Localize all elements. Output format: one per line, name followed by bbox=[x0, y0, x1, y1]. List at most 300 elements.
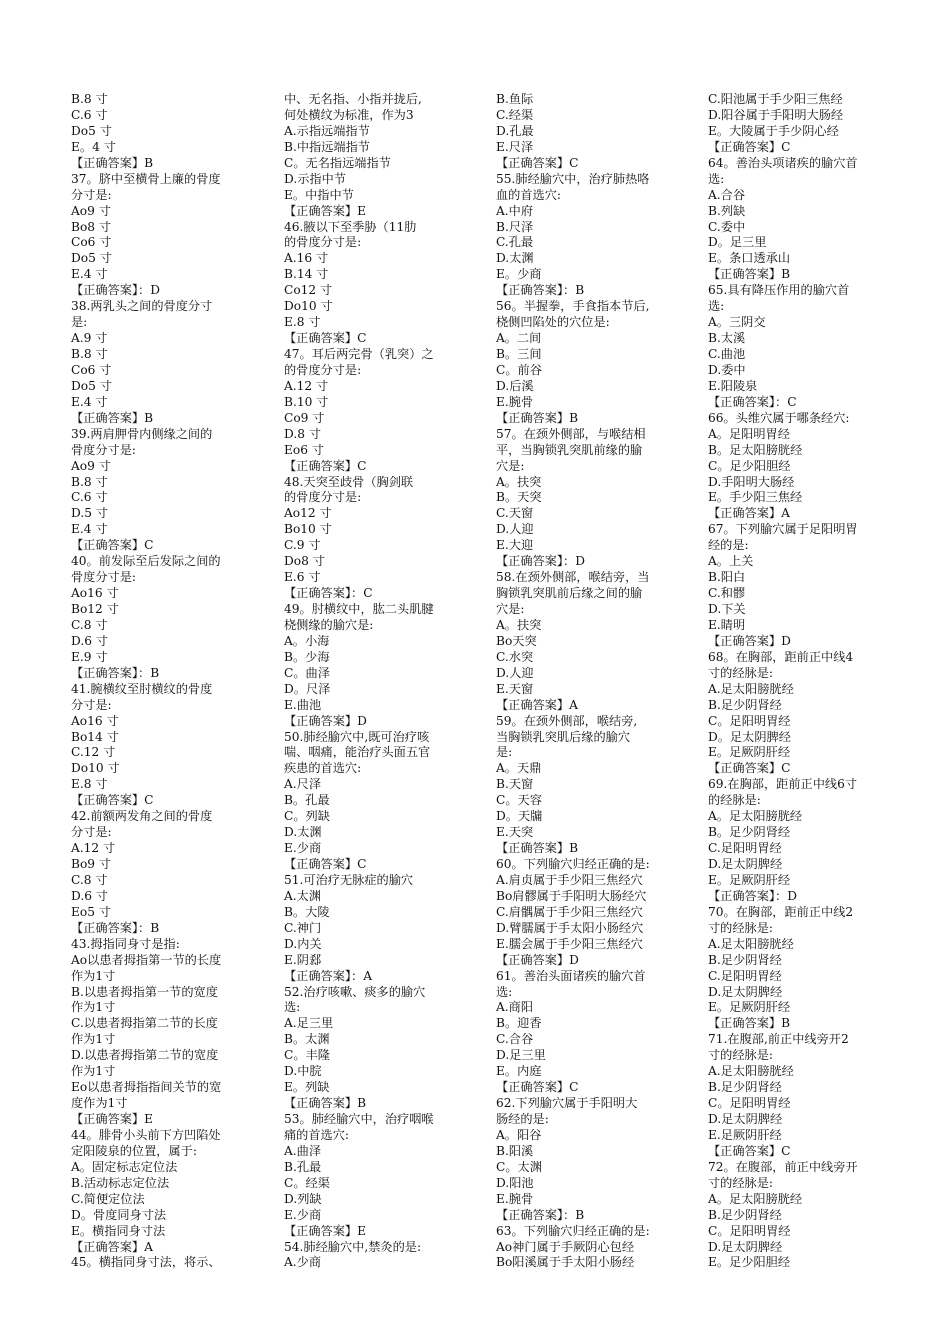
text-line: E.天窗 bbox=[496, 681, 534, 696]
text-line: 的骨度分寸是: bbox=[284, 362, 362, 377]
text-line: B。太渊 bbox=[284, 1032, 330, 1047]
answer-line: 【正确答案】C bbox=[708, 761, 791, 776]
text-line: D.足太阴脾经 bbox=[708, 1112, 783, 1126]
text-line: Do10 寸 bbox=[71, 761, 120, 776]
answer-line: 【正确答案】C bbox=[496, 155, 579, 170]
text-line: A。三阴交 bbox=[708, 315, 766, 330]
text-line: C。列缺 bbox=[284, 809, 330, 824]
text-line: Ao神门属于手厥阴心包经 bbox=[496, 1239, 635, 1254]
answer-line: 【正确答案】C bbox=[496, 1080, 579, 1095]
text-line: 桡侧凹陷处的穴位是: bbox=[496, 315, 610, 330]
text-line: 何处横纹为标准，作为3 bbox=[284, 107, 414, 122]
text-line: C.6 寸 bbox=[71, 107, 108, 122]
text-line: 39.两肩胛骨内侧缘之间的 bbox=[71, 426, 213, 441]
text-line: E.阴郄 bbox=[284, 952, 322, 967]
text-line: 肠经的是: bbox=[496, 1112, 549, 1126]
text-line: 分寸是: bbox=[71, 697, 112, 712]
text-line: Do10 寸 bbox=[284, 299, 333, 314]
text-line: A。扶突 bbox=[496, 617, 542, 632]
answer-line: 【正确答案】C bbox=[284, 458, 367, 473]
text-line: A。足阳明胃经 bbox=[708, 426, 790, 441]
text-line: B。天突 bbox=[496, 490, 542, 505]
text-line: D.6 寸 bbox=[71, 633, 109, 648]
text-line: 痛的首选穴: bbox=[284, 1127, 350, 1142]
text-line: C.足阳明胃经 bbox=[708, 968, 782, 983]
text-line: B.鱼际 bbox=[496, 92, 534, 106]
text-line: 44。腓骨小头前下方凹陷处 bbox=[71, 1127, 221, 1142]
text-line: 66。头维穴属于哪条经穴: bbox=[708, 410, 850, 425]
text-line: A.足太阳膀胱经 bbox=[708, 1064, 794, 1079]
text-line: C.经渠 bbox=[496, 107, 534, 122]
text-line: 骨度分寸是: bbox=[71, 442, 137, 457]
text-line: E.尺泽 bbox=[496, 139, 534, 154]
text-line: 平，当胸锁乳突肌前缘的腧 bbox=[496, 442, 643, 457]
text-line: 67。下列腧穴属于足阳明胃 bbox=[708, 522, 858, 537]
text-line: B.足少阴肾经 bbox=[708, 1080, 782, 1095]
answer-line: 【正确答案】C bbox=[71, 793, 154, 808]
text-line: 血的首选穴: bbox=[496, 187, 562, 202]
text-line: 38.两乳头之间的骨度分寸 bbox=[71, 299, 213, 314]
text-line: C.足阳明胃经 bbox=[708, 841, 782, 856]
text-line: E。足厥阴肝经 bbox=[708, 872, 791, 887]
text-line: Ao9 寸 bbox=[71, 203, 111, 218]
text-line: A。阳谷 bbox=[496, 1127, 542, 1142]
answer-line: 【正确答案】C bbox=[284, 331, 367, 346]
text-line: 56。半握拳，手食指本节后, bbox=[496, 299, 650, 314]
text-line: Ao9 寸 bbox=[71, 458, 111, 473]
text-line: D.5 寸 bbox=[71, 506, 109, 521]
text-line: A。天鼎 bbox=[496, 761, 542, 776]
text-line: C。前谷 bbox=[496, 362, 542, 377]
text-line: D.中脘 bbox=[284, 1064, 322, 1079]
text-line: 42.前额两发角之间的骨度 bbox=[71, 809, 213, 824]
text-line: E.天突 bbox=[496, 825, 534, 840]
answer-line: 【正确答案】：C bbox=[708, 394, 797, 409]
text-line: 寸的经脉是: bbox=[708, 920, 774, 935]
text-line: 桡侧缘的腧穴是: bbox=[284, 617, 374, 632]
text-line: D.足太阴脾经 bbox=[708, 857, 783, 871]
text-line: E。列缺 bbox=[284, 1080, 330, 1095]
text-line: 60。下列腧穴归经正确的是: bbox=[496, 857, 650, 871]
text-line: D.太渊 bbox=[496, 251, 534, 266]
text-line: D.太渊 bbox=[284, 825, 322, 840]
text-line: Bo8 寸 bbox=[71, 219, 112, 234]
text-line: Co6 寸 bbox=[71, 362, 112, 377]
text-line: E。横指同身寸法 bbox=[71, 1223, 166, 1238]
text-line: B.10 寸 bbox=[284, 394, 329, 409]
text-line: 59。在颈外侧部，喉结旁, bbox=[496, 713, 638, 728]
text-line: 54.肺经腧穴中,禁灸的是: bbox=[284, 1239, 422, 1254]
text-line: A。扶突 bbox=[496, 474, 542, 489]
text-line: 分寸是: bbox=[71, 187, 112, 202]
text-line: C。太渊 bbox=[496, 1159, 542, 1174]
text-line: C.12 寸 bbox=[71, 745, 116, 760]
text-line: E。大陵属于手少阴心经 bbox=[708, 123, 839, 138]
text-line: A.太渊 bbox=[284, 888, 322, 903]
text-line: Bo12 寸 bbox=[71, 602, 119, 616]
text-line: 53。肺经腧穴中，治疗咽喉 bbox=[284, 1112, 434, 1126]
text-line: E.少商 bbox=[284, 1207, 322, 1222]
text-line: 46.腋以下至季胁（11肋 bbox=[284, 219, 417, 234]
answer-line: 【正确答案】：C bbox=[284, 586, 373, 601]
text-line: Bo天突 bbox=[496, 633, 537, 648]
text-line: A。上关 bbox=[708, 554, 754, 569]
text-line: B.活动标志定位法 bbox=[71, 1175, 170, 1190]
text-line: Bo9 寸 bbox=[71, 857, 112, 871]
text-line: 作为1寸 bbox=[71, 1064, 116, 1079]
text-line: A.中府 bbox=[496, 203, 534, 218]
text-line: C.8 寸 bbox=[71, 872, 108, 887]
text-line: D.阳池 bbox=[496, 1175, 534, 1190]
answer-line: 【正确答案】：B bbox=[71, 920, 160, 935]
text-line: E。内庭 bbox=[496, 1064, 542, 1079]
text-line: D。天牖 bbox=[496, 809, 543, 824]
answer-line: 【正确答案】C bbox=[71, 538, 154, 553]
text-line: 50.肺经腧穴中,既可治疗咳 bbox=[284, 729, 430, 744]
text-line: B。三间 bbox=[496, 347, 542, 361]
answer-line: 【正确答案】A bbox=[71, 1239, 153, 1254]
text-line: C.和髎 bbox=[708, 586, 746, 601]
text-line: C。丰隆 bbox=[284, 1048, 330, 1063]
answer-line: 【正确答案】E bbox=[284, 1223, 367, 1238]
text-line: E。足厥阴肝经 bbox=[708, 745, 791, 760]
text-line: 定阳陵泉的位置，属于: bbox=[71, 1143, 197, 1158]
text-line: D.臂臑属于手太阳小肠经穴 bbox=[496, 920, 644, 935]
text-line: A.16 寸 bbox=[284, 251, 329, 266]
text-line: 分寸是: bbox=[71, 825, 112, 840]
text-line: B.列缺 bbox=[708, 203, 746, 218]
text-line: 65.具有降压作用的腧穴首 bbox=[708, 283, 850, 298]
text-line: 43.拇指同身寸是指: bbox=[71, 936, 180, 951]
text-line: 度作为1寸 bbox=[71, 1096, 128, 1111]
text-line: Ao16 寸 bbox=[71, 586, 119, 601]
text-line: E.8 寸 bbox=[71, 777, 108, 792]
text-line: E.大迎 bbox=[496, 538, 534, 553]
text-line: E.臑会属于手少阳三焦经穴 bbox=[496, 936, 643, 951]
text-line: 48.天突至歧骨（胸剑联 bbox=[284, 474, 414, 489]
text-line: E。中指中节 bbox=[284, 187, 354, 202]
answer-line: 【正确答案】：B bbox=[496, 283, 585, 298]
text-line: C.水突 bbox=[496, 649, 534, 664]
text-line: D.下关 bbox=[708, 602, 746, 616]
text-column-4 bbox=[708, 92, 908, 1271]
text-line: C。天容 bbox=[496, 793, 542, 808]
text-line: 的骨度分寸是: bbox=[284, 235, 362, 250]
text-line: C.天窗 bbox=[496, 506, 534, 521]
text-line: E。条口透承山 bbox=[708, 251, 791, 266]
text-line: C.委中 bbox=[708, 219, 746, 234]
answer-line: 【正确答案】E bbox=[284, 203, 367, 218]
text-line: 51.可治疗无脉症的腧穴 bbox=[284, 872, 414, 887]
text-line: D。尺泽 bbox=[284, 681, 331, 696]
text-line: B.足少阴肾经 bbox=[708, 1207, 782, 1222]
text-line: E.睛明 bbox=[708, 617, 746, 632]
text-line: C。足阳明胃经 bbox=[708, 713, 791, 728]
answer-line: 【正确答案】：A bbox=[284, 968, 373, 983]
text-line: 55.肺经腧穴中，治疗肺热咯 bbox=[496, 171, 650, 186]
text-line: A。二间 bbox=[496, 331, 542, 346]
text-line: B。足少阴肾经 bbox=[708, 825, 791, 840]
text-line: 45。横指同身寸法，将示、 bbox=[71, 1255, 221, 1270]
text-line: 41.腕横纹至肘横纹的骨度 bbox=[71, 681, 213, 696]
text-line: 是: bbox=[496, 745, 513, 760]
text-line: A。足太阳膀胱经 bbox=[708, 1191, 803, 1206]
text-line: Co12 寸 bbox=[284, 283, 333, 298]
text-line: B.尺泽 bbox=[496, 219, 534, 234]
text-line: Bo10 寸 bbox=[284, 522, 332, 537]
text-line: C。曲泽 bbox=[284, 665, 330, 680]
text-line: Co9 寸 bbox=[284, 410, 325, 425]
answer-line: 【正确答案】B bbox=[496, 410, 579, 425]
text-line: D.8 寸 bbox=[284, 426, 322, 441]
text-line: Bo肩髎属于手阳明大肠经穴 bbox=[496, 888, 647, 903]
text-line: Eo以患者拇指指间关节的宽 bbox=[71, 1080, 222, 1095]
text-line: C。足阳明胃经 bbox=[708, 1223, 791, 1238]
answer-line: 【正确答案】C bbox=[284, 857, 367, 871]
answer-line: 【正确答案】D bbox=[496, 952, 579, 967]
text-line: D。足太阴脾经 bbox=[708, 729, 791, 744]
text-line: D.阳谷属于手阳明大肠经 bbox=[708, 107, 844, 122]
text-line: D.人迎 bbox=[496, 665, 534, 680]
text-line: E。手少阳三焦经 bbox=[708, 490, 803, 505]
text-line: B.孔最 bbox=[284, 1159, 322, 1174]
text-line: B。足太阳膀胱经 bbox=[708, 442, 803, 457]
text-line: A。足太阳膀胱经 bbox=[708, 809, 803, 824]
text-line: 穴是: bbox=[496, 458, 525, 473]
text-line: E.少商 bbox=[284, 841, 322, 856]
text-line: 72。在腹部，前正中线旁开 bbox=[708, 1159, 858, 1174]
answer-line: 【正确答案】A bbox=[708, 506, 790, 521]
text-line: B.阳溪 bbox=[496, 1143, 534, 1158]
text-column-1 bbox=[71, 92, 271, 1271]
text-line: 选: bbox=[708, 299, 725, 314]
text-line: 选: bbox=[708, 171, 725, 186]
text-line: C.以患者拇指第二节的长度 bbox=[71, 1016, 218, 1031]
text-line: 68。在胸部，距前正中线4 bbox=[708, 649, 854, 664]
text-line: 寸的经脉是: bbox=[708, 1048, 774, 1063]
text-line: 作为1寸 bbox=[71, 1032, 116, 1047]
text-line: E.腕骨 bbox=[496, 1191, 534, 1206]
answer-line: 【正确答案】B bbox=[71, 410, 154, 425]
text-line: 是: bbox=[71, 315, 88, 330]
text-line: A.12 寸 bbox=[284, 378, 329, 393]
answer-line: 【正确答案】：D bbox=[708, 888, 797, 903]
text-line: D.后溪 bbox=[496, 378, 534, 393]
answer-line: 【正确答案】D bbox=[284, 713, 367, 728]
text-line: C.6 寸 bbox=[71, 490, 108, 505]
text-line: E.足厥阴肝经 bbox=[708, 1127, 782, 1142]
text-line: B.以患者拇指第一节的宽度 bbox=[71, 984, 218, 999]
text-line: B.太溪 bbox=[708, 331, 746, 346]
text-line: C.阳池属于手少阳三焦经 bbox=[708, 92, 843, 106]
text-line: 作为1寸 bbox=[71, 1000, 116, 1015]
answer-line: 【正确答案】B bbox=[284, 1096, 367, 1111]
text-line: Bo阳溪属于手太阳小肠经 bbox=[496, 1255, 635, 1270]
text-line: Ao16 寸 bbox=[71, 713, 119, 728]
text-column-2 bbox=[284, 92, 484, 1271]
text-line: 的经脉是: bbox=[708, 793, 761, 808]
text-line: C.9 寸 bbox=[284, 538, 321, 553]
text-line: E.9 寸 bbox=[71, 649, 108, 664]
text-line: C。经渠 bbox=[284, 1175, 330, 1190]
answer-line: 【正确答案】B bbox=[708, 1016, 791, 1031]
text-line: E.腕骨 bbox=[496, 394, 534, 409]
answer-line: 【正确答案】：D bbox=[496, 554, 585, 569]
text-line: D.人迎 bbox=[496, 522, 534, 537]
text-line: E。少商 bbox=[496, 267, 542, 282]
text-line: A.商阳 bbox=[496, 1000, 534, 1015]
text-line: 63。下列腧穴归经正确的是: bbox=[496, 1223, 650, 1238]
text-line: E.4 寸 bbox=[71, 394, 108, 409]
answer-line: 【正确答案】：B bbox=[496, 1207, 585, 1222]
text-line: 疾患的首选穴: bbox=[284, 761, 362, 776]
text-line: B。大陵 bbox=[284, 904, 330, 919]
text-line: A.肩贞属于手少阳三焦经穴 bbox=[496, 872, 643, 887]
text-line: Eo6 寸 bbox=[284, 442, 325, 457]
text-line: 的骨度分寸是: bbox=[284, 490, 362, 505]
text-line: 中、无名指、小指并拢后, bbox=[284, 92, 422, 106]
answer-line: 【正确答案】B bbox=[71, 155, 154, 170]
answer-line: 【正确答案】B bbox=[708, 267, 791, 282]
answer-line: 【正确答案】C bbox=[708, 139, 791, 154]
text-line: 57。在颈外侧部，与喉结相 bbox=[496, 426, 646, 441]
text-line: A.9 寸 bbox=[71, 331, 108, 346]
text-line: E.4 寸 bbox=[71, 522, 108, 537]
text-line: D.足三里 bbox=[496, 1048, 546, 1063]
text-line: E。足厥阴肝经 bbox=[708, 1000, 791, 1015]
answer-line: 【正确答案】C bbox=[708, 1143, 791, 1158]
text-line: 70。在胸部，距前正中线2 bbox=[708, 904, 854, 919]
text-line: D.6 寸 bbox=[71, 888, 109, 903]
text-line: C.合谷 bbox=[496, 1032, 534, 1047]
text-line: B.足少阴肾经 bbox=[708, 952, 782, 967]
text-line: C.曲池 bbox=[708, 347, 746, 361]
text-line: E。4 寸 bbox=[71, 139, 116, 154]
text-line: 37。脐中至横骨上廉的骨度 bbox=[71, 171, 221, 186]
text-line: A.12 寸 bbox=[71, 841, 116, 856]
text-line: 选: bbox=[284, 1000, 301, 1015]
text-line: Do5 寸 bbox=[71, 123, 112, 138]
text-line: 作为1寸 bbox=[71, 968, 116, 983]
text-line: B.阳白 bbox=[708, 570, 746, 585]
answer-line: 【正确答案】A bbox=[496, 697, 578, 712]
answer-line: 【正确答案】E bbox=[71, 1112, 154, 1126]
text-line: Do5 寸 bbox=[71, 251, 112, 266]
text-line: A.足太阳膀胱经 bbox=[708, 936, 794, 951]
answer-line: 【正确答案】：D bbox=[71, 283, 160, 298]
text-line: C.简便定位法 bbox=[71, 1191, 145, 1206]
text-line: 61。善治头面诸疾的腧穴首 bbox=[496, 968, 646, 983]
text-line: Do8 寸 bbox=[284, 554, 325, 569]
text-line: B.8 寸 bbox=[71, 347, 108, 361]
text-line: D.内关 bbox=[284, 936, 322, 951]
text-column-3 bbox=[496, 92, 696, 1271]
text-line: B。少海 bbox=[284, 649, 330, 664]
text-line: 40。前发际至后发际之间的 bbox=[71, 554, 221, 569]
text-line: D.以患者拇指第二节的宽度 bbox=[71, 1048, 219, 1063]
text-line: C.神门 bbox=[284, 920, 322, 935]
text-line: A.足太阳膀胱经 bbox=[708, 681, 794, 696]
text-line: 64。善治头项诸疾的腧穴首 bbox=[708, 155, 858, 170]
text-line: 当胸锁乳突肌后缘的腧穴 bbox=[496, 729, 631, 744]
answer-line: 【正确答案】D bbox=[708, 633, 791, 648]
text-line: D.委中 bbox=[708, 362, 746, 377]
text-line: C。足少阳胆经 bbox=[708, 458, 791, 473]
text-line: D.足太阴脾经 bbox=[708, 984, 783, 999]
text-line: 58.在颈外侧部，喉结旁，当 bbox=[496, 570, 650, 585]
text-line: B.8 寸 bbox=[71, 92, 108, 106]
text-line: 喘、咽痛，能治疗头面五官 bbox=[284, 745, 431, 760]
text-line: C。足阳明胃经 bbox=[708, 1096, 791, 1111]
text-line: A.少商 bbox=[284, 1255, 322, 1270]
text-line: A.曲泽 bbox=[284, 1143, 322, 1158]
text-line: C.肩髃属于手少阳三焦经穴 bbox=[496, 904, 643, 919]
text-line: 经的是: bbox=[708, 538, 749, 553]
text-line: D.示指中节 bbox=[284, 171, 346, 186]
text-line: D.列缺 bbox=[284, 1191, 322, 1206]
text-line: B.8 寸 bbox=[71, 474, 108, 489]
text-line: D.足太阴脾经 bbox=[708, 1239, 783, 1254]
text-line: E。足少阳胆经 bbox=[708, 1255, 791, 1270]
text-line: A.足三里 bbox=[284, 1016, 334, 1031]
text-line: E.6 寸 bbox=[284, 570, 321, 585]
text-line: A.示指远端指节 bbox=[284, 123, 370, 138]
text-line: 胸锁乳突肌前后缘之间的腧 bbox=[496, 586, 643, 601]
text-line: Bo14 寸 bbox=[71, 729, 119, 744]
text-line: 62.下列腧穴属于手阳明大 bbox=[496, 1096, 638, 1111]
text-line: 71.在腹部,前正中线旁开2 bbox=[708, 1032, 849, 1047]
text-line: A。小海 bbox=[284, 633, 330, 648]
text-line: 寸的经脉是: bbox=[708, 665, 774, 680]
text-line: C。无名指远端指节 bbox=[284, 155, 391, 170]
text-line: Eo5 寸 bbox=[71, 904, 112, 919]
text-line: Co6 寸 bbox=[71, 235, 112, 250]
text-line: D。骨度同身寸法 bbox=[71, 1207, 167, 1222]
text-line: 49。肘横纹中，肱二头肌腱 bbox=[284, 602, 434, 616]
text-line: E.4 寸 bbox=[71, 267, 108, 282]
text-line: A.尺泽 bbox=[284, 777, 322, 792]
text-line: 骨度分寸是: bbox=[71, 570, 137, 585]
text-line: 穴是: bbox=[496, 602, 525, 616]
text-line: 47。耳后两完骨（乳突）之 bbox=[284, 347, 434, 361]
text-line: D.手阳明大肠经 bbox=[708, 474, 795, 489]
text-line: D.孔最 bbox=[496, 123, 534, 138]
answer-line: 【正确答案】B bbox=[496, 841, 579, 856]
text-line: B.中指远端指节 bbox=[284, 139, 370, 154]
text-line: 69.在胸部，距前正中线6寸 bbox=[708, 777, 858, 792]
text-line: B。迎香 bbox=[496, 1016, 542, 1031]
answer-line: 【正确答案】：B bbox=[71, 665, 160, 680]
text-line: Ao以患者拇指第一节的长度 bbox=[71, 952, 222, 967]
text-line: B.14 寸 bbox=[284, 267, 329, 282]
text-line: E.8 寸 bbox=[284, 315, 321, 330]
text-line: B。孔最 bbox=[284, 793, 330, 808]
text-line: 寸的经脉是: bbox=[708, 1175, 774, 1190]
text-line: C.孔最 bbox=[496, 235, 534, 250]
text-line: E.阳陵泉 bbox=[708, 378, 758, 393]
text-line: 选: bbox=[496, 984, 513, 999]
text-line: E.曲池 bbox=[284, 697, 322, 712]
text-line: 52.治疗咳嗽、痰多的腧穴 bbox=[284, 984, 426, 999]
text-line: B.天窗 bbox=[496, 777, 534, 792]
text-line: B.足少阴肾经 bbox=[708, 697, 782, 712]
text-line: A.合谷 bbox=[708, 187, 746, 202]
text-line: C.8 寸 bbox=[71, 617, 108, 632]
text-line: D。足三里 bbox=[708, 235, 767, 250]
text-line: Do5 寸 bbox=[71, 378, 112, 393]
text-line: A。固定标志定位法 bbox=[71, 1159, 178, 1174]
text-line: Ao12 寸 bbox=[284, 506, 332, 521]
